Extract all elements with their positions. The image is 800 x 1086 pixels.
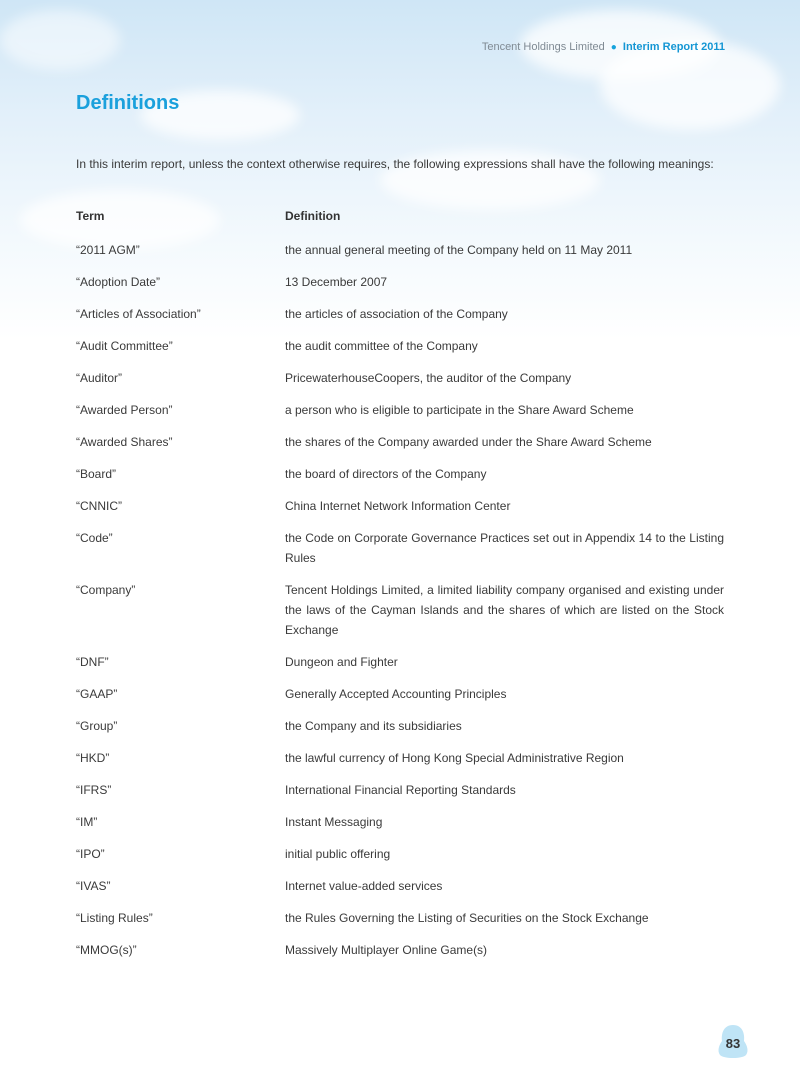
definition-row <box>76 240 724 260</box>
definition-term: “CNNIC” <box>76 499 122 513</box>
definition-term: “IM” <box>76 815 98 829</box>
column-header-definition: Definition <box>285 209 341 223</box>
definition-term: “DNF” <box>76 655 109 669</box>
definition-text: initial public offering <box>285 847 391 861</box>
definition-term: “Code” <box>76 531 113 545</box>
definition-text: Instant Messaging <box>285 815 383 829</box>
definition-text: Generally Accepted Accounting Principles <box>285 687 507 701</box>
definition-text: the Rules Governing the Listing of Securities on the Stock Exchange <box>285 911 649 925</box>
definition-row <box>76 400 724 420</box>
definition-text: China Internet Network Information Center <box>285 499 511 513</box>
definition-text: the lawful currency of Hong Kong Special Administrative Region <box>285 751 624 765</box>
definition-row <box>76 876 724 896</box>
definition-term: “MMOG(s)” <box>76 943 137 957</box>
header-report-title: Interim Report 2011 <box>622 41 725 53</box>
definition-row <box>76 368 724 388</box>
definition-term: “HKD” <box>76 751 110 765</box>
definition-term: “Articles of Association” <box>76 307 201 321</box>
definition-row <box>76 940 724 960</box>
definitions-list <box>76 240 724 960</box>
definition-term: “GAAP” <box>76 687 118 701</box>
definition-text: Massively Multiplayer Online Game(s) <box>285 943 488 957</box>
definition-row <box>76 812 724 832</box>
definition-row <box>76 908 724 928</box>
definition-row <box>76 652 724 672</box>
page-number: 83 <box>725 1036 741 1051</box>
column-header-term: Term <box>76 209 105 223</box>
page-title: Definitions <box>76 92 180 114</box>
definition-term: “Audit Committee” <box>76 339 173 353</box>
definition-row <box>76 748 724 768</box>
definition-text: PricewaterhouseCoopers, the auditor of the Company <box>285 371 572 385</box>
definition-text: the annual general meeting of the Company held on 11 May 2011 <box>285 243 633 257</box>
definition-term: “Awarded Person” <box>76 403 173 417</box>
definition-row <box>76 272 724 292</box>
definition-row <box>76 716 724 736</box>
definition-row <box>76 432 724 452</box>
definition-text: Tencent Holdings Limited, a limited liability company organised and existing under the laws of the Cayman Islands and the shares of which are listed on the Stock Exchange <box>285 583 724 637</box>
definition-text: the articles of association of the Company <box>285 307 508 321</box>
definition-term: “Company” <box>76 583 136 597</box>
definition-row <box>76 684 724 704</box>
running-header <box>482 41 725 53</box>
definition-text: International Financial Reporting Standards <box>285 783 516 797</box>
definition-text: a person who is eligible to participate in the Share Award Scheme <box>285 403 634 417</box>
definition-text: the board of directors of the Company <box>285 467 487 481</box>
definition-row <box>76 464 724 484</box>
definition-term: “Listing Rules” <box>76 911 153 925</box>
definition-term: “IPO” <box>76 847 105 861</box>
definition-text: the Company and its subsidiaries <box>285 719 462 733</box>
definition-term: “Awarded Shares” <box>76 435 173 449</box>
definition-row <box>76 304 724 324</box>
definition-text: the shares of the Company awarded under the Share Award Scheme <box>285 435 652 449</box>
definition-row <box>76 780 724 800</box>
definition-term: “Adoption Date” <box>76 275 161 289</box>
bullet-separator-icon: ● <box>610 42 617 53</box>
definition-text: Internet value-added services <box>285 879 443 893</box>
definition-text: the audit committee of the Company <box>285 339 478 353</box>
definition-term: “Board” <box>76 467 117 481</box>
definition-term: “Group” <box>76 719 118 733</box>
definition-row <box>76 496 724 516</box>
definition-row <box>76 844 724 864</box>
definition-term: “2011 AGM” <box>76 243 140 257</box>
definition-text: the Code on Corporate Governance Practices set out in Appendix 14 to the Listing Rules <box>285 531 724 565</box>
definition-row <box>76 336 724 356</box>
definition-row <box>76 580 724 640</box>
definition-text: 13 December 2007 <box>285 275 388 289</box>
definition-term: “IVAS” <box>76 879 111 893</box>
header-company: Tencent Holdings Limited <box>481 41 605 53</box>
definition-term: “IFRS” <box>76 783 112 797</box>
definition-term: “Auditor” <box>76 371 123 385</box>
definition-row <box>76 528 724 568</box>
definition-text: Dungeon and Fighter <box>285 655 398 669</box>
intro-paragraph: In this interim report, unless the context otherwise requires, the following expressions shall have the following meanings: <box>76 157 714 171</box>
